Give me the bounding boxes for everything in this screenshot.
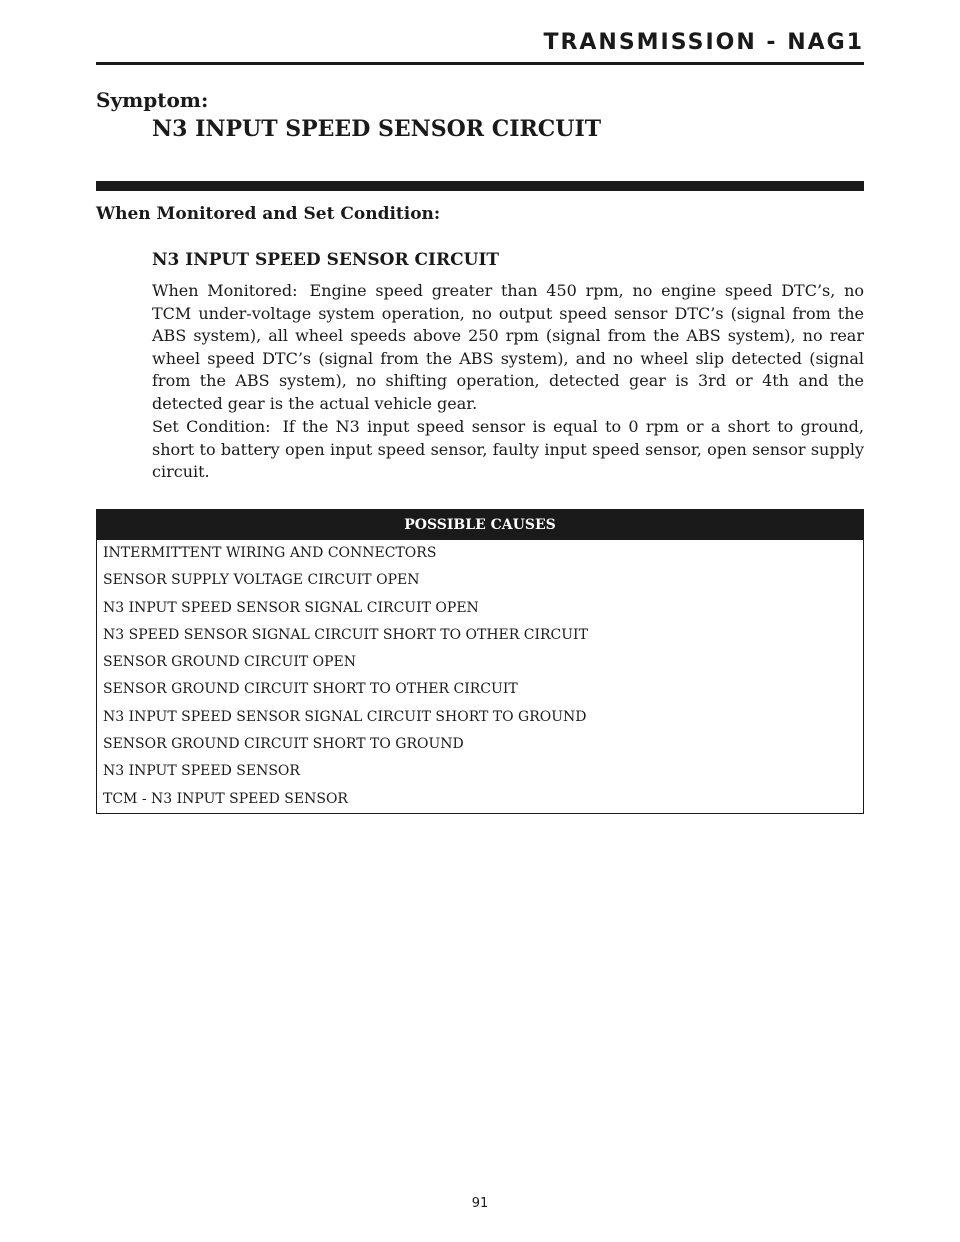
set-condition-paragraph (152, 416, 864, 484)
cause-row: N3 INPUT SPEED SENSOR SIGNAL CIRCUIT OPEN (103, 599, 479, 616)
cause-row: SENSOR GROUND CIRCUIT SHORT TO GROUND (103, 736, 464, 753)
cause-row: TCM - N3 INPUT SPEED SENSOR (103, 790, 348, 807)
symptom-label: Symptom: (96, 88, 209, 112)
cause-row: N3 INPUT SPEED SENSOR (103, 763, 300, 780)
conditions-subheading: N3 INPUT SPEED SENSOR CIRCUIT (152, 250, 500, 270)
cause-row: SENSOR SUPPLY VOLTAGE CIRCUIT OPEN (103, 572, 420, 589)
section-header-title: TRANSMISSION - NAG1 (543, 30, 864, 55)
set-condition-text: If the N3 input speed sensor is equal to 0 rpm or a short to ground, short to battery open input speed sensor, faulty input speed sensor, open sensor supply circuit. (152, 417, 865, 481)
cause-row: N3 INPUT SPEED SENSOR SIGNAL CIRCUIT SHORT TO GROUND (103, 708, 587, 725)
when-monitored-paragraph (152, 280, 864, 415)
section-divider (96, 181, 864, 191)
cause-row: INTERMITTENT WIRING AND CONNECTORS (103, 545, 437, 561)
set-condition-label: Set Condition: (152, 417, 271, 436)
cause-row: SENSOR GROUND CIRCUIT SHORT TO OTHER CIRCUIT (103, 681, 518, 698)
cause-row: N3 SPEED SENSOR SIGNAL CIRCUIT SHORT TO OTHER CIRCUIT (103, 626, 588, 643)
header-divider (96, 62, 864, 65)
when-monitored-text: Engine speed greater than 450 rpm, no engine speed DTC’s, no TCM under-voltage system operation, no output speed sensor DTC’s (signal from the ABS system), all wheel speeds above 250 rpm (signal from the ABS system), no rear wheel speed DTC’s (signal from the ABS system), and no wheel slip detected (signal from the ABS system), no shifting operation, detected gear is 3rd or 4th and the detected gear is the actual vehicle gear. (152, 281, 865, 413)
page-number: 91 (471, 1196, 489, 1211)
symptom-title: N3 INPUT SPEED SENSOR CIRCUIT (152, 116, 602, 142)
possible-causes-table (96, 509, 864, 814)
when-monitored-label: When Monitored: (152, 281, 298, 300)
conditions-heading: When Monitored and Set Condition: (96, 204, 441, 224)
cause-row: SENSOR GROUND CIRCUIT OPEN (103, 654, 357, 671)
possible-causes-header: POSSIBLE CAUSES (97, 510, 863, 540)
